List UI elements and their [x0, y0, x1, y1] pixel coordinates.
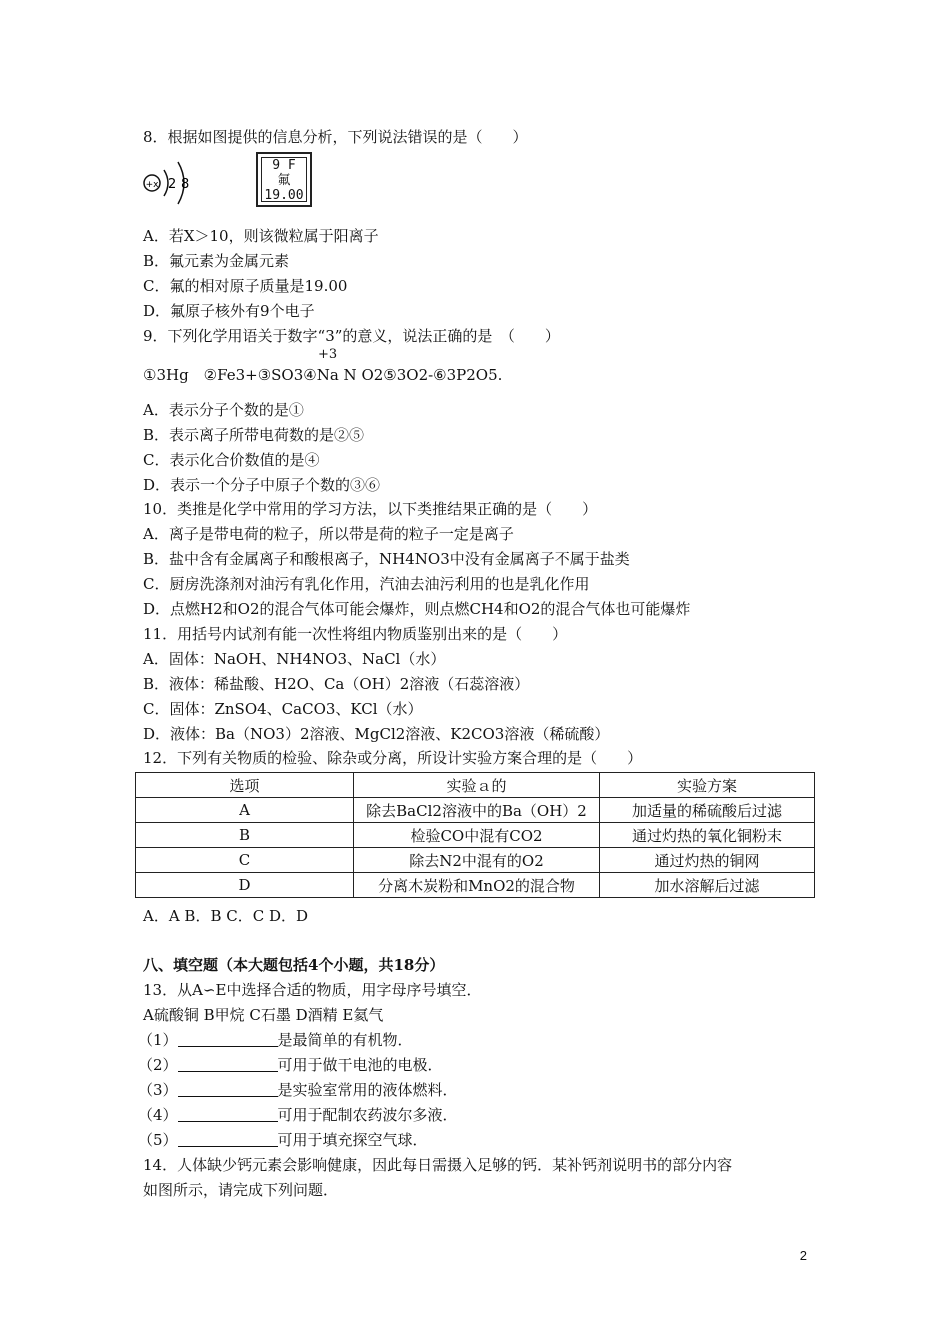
- q13-item-3: [138, 1080, 458, 1100]
- atom-nucleus-label: +x: [145, 180, 159, 190]
- q12-answer-options: A．A B．B C．C D．D: [143, 907, 309, 925]
- answer-blank[interactable]: [178, 1082, 278, 1097]
- table-row: [136, 823, 815, 848]
- item-number: （1）: [138, 1031, 178, 1049]
- atom-shell-2: 8: [181, 177, 190, 192]
- answer-blank[interactable]: [178, 1057, 278, 1072]
- table-row: [136, 873, 815, 898]
- table-row: [136, 848, 815, 873]
- q14-line-1: 14．人体缺少钙元素会影响健康，因此每日需摄入足够的钙．某补钙剂说明书的部分内容: [143, 1156, 733, 1174]
- table-header-row: [136, 773, 815, 798]
- item-number: （4）: [138, 1106, 178, 1124]
- element-card: [256, 152, 312, 207]
- q9-option-d: D．表示一个分子中原子个数的③⑥: [143, 476, 381, 494]
- q8-option-d: D．氟原子核外有9个电子: [143, 302, 315, 320]
- table-cell: 除去N2中混有的O2: [354, 848, 600, 873]
- table-cell: 加适量的稀硫酸后过滤: [600, 798, 815, 823]
- q13-item-5: [138, 1130, 428, 1150]
- table-cell: D: [136, 873, 354, 898]
- q9-option-b: B．表示离子所带电荷数的是②⑤: [143, 426, 365, 444]
- table-cell: 加水溶解后过滤: [600, 873, 815, 898]
- q13-stem: 13．从A∽E中选择合适的物质，用字母序号填空．: [143, 981, 482, 999]
- atom-structure-diagram: [140, 152, 210, 212]
- q9-option-c: C．表示化合价数值的是④: [143, 451, 320, 469]
- q11-option-c: C．固体：ZnSO4、CaCO3、KCl（水）: [143, 700, 423, 718]
- element-name: 氟: [277, 173, 291, 188]
- q9-stem: 9．下列化学用语关于数字“3”的意义，说法正确的是 （ ）: [143, 327, 560, 345]
- atom-shell-1: 2: [168, 177, 177, 192]
- q11-option-a: A．固体：NaOH、NH4NO3、NaCl（水）: [143, 650, 446, 668]
- item-number: （5）: [138, 1131, 178, 1149]
- q11-option-b: B．液体：稀盐酸、H2O、Ca（OH）2溶液（石蕊溶液）: [143, 675, 530, 693]
- q8-option-a: A．若X＞10，则该微粒属于阳离子: [143, 227, 379, 245]
- q10-option-a: A．离子是带电荷的粒子，所以带是荷的粒子一定是离子: [143, 525, 514, 543]
- element-number: 9 F: [272, 158, 296, 173]
- section-title: 八、填空题（本大题包括4个小题，共18分）: [143, 956, 445, 974]
- q11-stem: 11．用括号内试剂有能一次性将组内物质鉴别出来的是（ ）: [143, 625, 568, 643]
- q8-option-b: B．氟元素为金属元素: [143, 252, 290, 270]
- table-header: 实验ａ的: [354, 773, 600, 798]
- element-mass: 19.00: [264, 188, 304, 203]
- q8-stem: 8．根据如图提供的信息分析，下列说法错误的是（ ）: [143, 128, 528, 146]
- q13-item-2: [138, 1055, 443, 1075]
- item-text: 可用于做干电池的电极．: [277, 1056, 443, 1074]
- table-header: 实验方案: [600, 773, 815, 798]
- q13-item-4: [138, 1105, 458, 1125]
- q12-stem: 12．下列有关物质的检验、除杂或分离，所设计实验方案合理的是（ ）: [143, 749, 643, 767]
- valence-mark: +3: [318, 347, 338, 362]
- table-cell: 除去BaCl2溶液中的Ba（OH）2: [354, 798, 600, 823]
- q10-option-d: D．点燃H2和O2的混合气体可能会爆炸，则点燃CH4和O2的混合气体也可能爆炸: [143, 600, 691, 618]
- item-number: （2）: [138, 1056, 178, 1074]
- experiment-table: [135, 772, 815, 898]
- q9-formula: ①3Hg ②Fe3+③SO3④Na N O2⑤3O2-⑥3P2O5.: [143, 366, 503, 384]
- item-text: 是实验室常用的液体燃料．: [277, 1081, 458, 1099]
- table-cell: 分离木炭粉和MnO2的混合物: [354, 873, 600, 898]
- answer-blank[interactable]: [178, 1032, 278, 1047]
- item-number: （3）: [138, 1081, 178, 1099]
- page-number: 2: [799, 1248, 807, 1263]
- table-cell: 检验CO中混有CO2: [354, 823, 600, 848]
- q8-option-c: C．氟的相对原子质量是19.00: [143, 277, 348, 295]
- q10-stem: 10．类推是化学中常用的学习方法，以下类推结果正确的是（ ）: [143, 500, 598, 518]
- q10-option-b: B．盐中含有金属离子和酸根离子，NH4NO3中没有金属离子不属于盐类: [143, 550, 630, 568]
- table-row: [136, 798, 815, 823]
- table-header: 选项: [136, 773, 354, 798]
- q9-option-a: A．表示分子个数的是①: [143, 401, 304, 419]
- table-cell: 通过灼热的铜网: [600, 848, 815, 873]
- item-text: 是最简单的有机物．: [277, 1031, 413, 1049]
- q13-choices: A硫酸铜 B甲烷 C石墨 D酒精 E氦气: [143, 1006, 384, 1024]
- table-cell: B: [136, 823, 354, 848]
- answer-blank[interactable]: [178, 1107, 278, 1122]
- q13-item-1: [138, 1030, 413, 1050]
- item-text: 可用于填充探空气球．: [277, 1131, 428, 1149]
- table-cell: A: [136, 798, 354, 823]
- q14-line-2: 如图所示，请完成下列问题．: [143, 1181, 339, 1199]
- answer-blank[interactable]: [178, 1132, 278, 1147]
- q11-option-d: D．液体：Ba（NO3）2溶液、MgCl2溶液、K2CO3溶液（稀硫酸）: [143, 725, 610, 743]
- table-cell: 通过灼热的氧化铜粉末: [600, 823, 815, 848]
- q10-option-c: C．厨房洗涤剂对油污有乳化作用，汽油去油污利用的也是乳化作用: [143, 575, 590, 593]
- table-cell: C: [136, 848, 354, 873]
- item-text: 可用于配制农药波尔多液．: [277, 1106, 458, 1124]
